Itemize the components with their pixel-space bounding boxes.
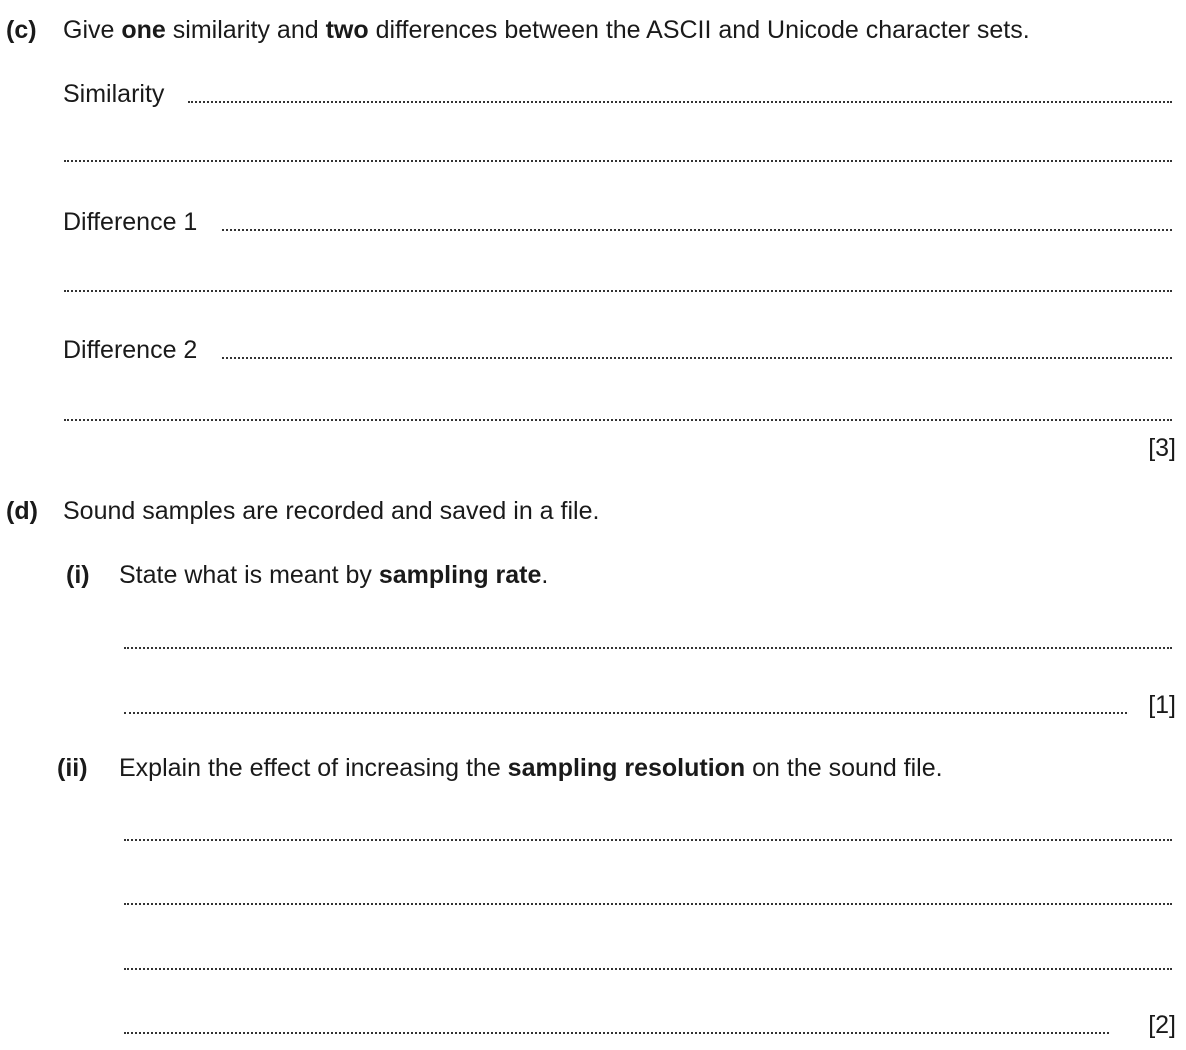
marks-d-ii: [2] — [1148, 1011, 1176, 1039]
d-i-answer-line-2[interactable] — [124, 712, 1127, 714]
difference-1-answer-line-1[interactable] — [222, 229, 1172, 231]
difference-1-label: Difference 1 — [63, 208, 198, 236]
d-ii-answer-line-2[interactable] — [124, 903, 1172, 905]
d-i-answer-line-1[interactable] — [124, 647, 1172, 649]
question-text-c-bold-two: two — [325, 16, 369, 44]
question-text-d-i-pre: State what is meant by — [119, 561, 379, 589]
question-text-c — [63, 18, 1030, 43]
question-text-c-post: differences between the ASCII and Unicode character sets. — [368, 16, 1030, 44]
question-text-d-i — [119, 563, 548, 588]
d-ii-answer-line-4[interactable] — [124, 1032, 1109, 1034]
difference-2-answer-line-1[interactable] — [222, 357, 1172, 359]
question-text-c-mid: similarity and — [165, 16, 326, 44]
difference-1-answer-line-2[interactable] — [64, 290, 1172, 292]
question-text-d-i-bold: sampling rate — [378, 561, 542, 589]
similarity-label: Similarity — [63, 80, 165, 108]
question-text-d: Sound samples are recorded and saved in a file. — [63, 497, 600, 525]
question-text-d-i-post: . — [541, 561, 549, 589]
d-ii-answer-line-3[interactable] — [124, 968, 1172, 970]
question-label-d-ii: (ii) — [57, 754, 88, 782]
marks-c: [3] — [1148, 434, 1176, 462]
difference-2-answer-line-2[interactable] — [64, 419, 1172, 421]
question-text-c-pre: Give — [63, 16, 122, 44]
question-text-d-ii — [119, 756, 943, 781]
question-label-c: (c) — [6, 16, 37, 44]
marks-d-i: [1] — [1148, 691, 1176, 719]
similarity-answer-line-1[interactable] — [188, 101, 1172, 103]
question-label-d: (d) — [6, 497, 38, 525]
similarity-answer-line-2[interactable] — [64, 160, 1172, 162]
difference-2-label: Difference 2 — [63, 336, 198, 364]
question-label-d-i: (i) — [66, 561, 90, 589]
question-text-d-ii-post: on the sound file. — [745, 754, 943, 782]
d-ii-answer-line-1[interactable] — [124, 839, 1172, 841]
question-text-c-bold-one: one — [121, 16, 166, 44]
question-text-d-ii-bold: sampling resolution — [507, 754, 746, 782]
question-text-d-ii-pre: Explain the effect of increasing the — [119, 754, 508, 782]
